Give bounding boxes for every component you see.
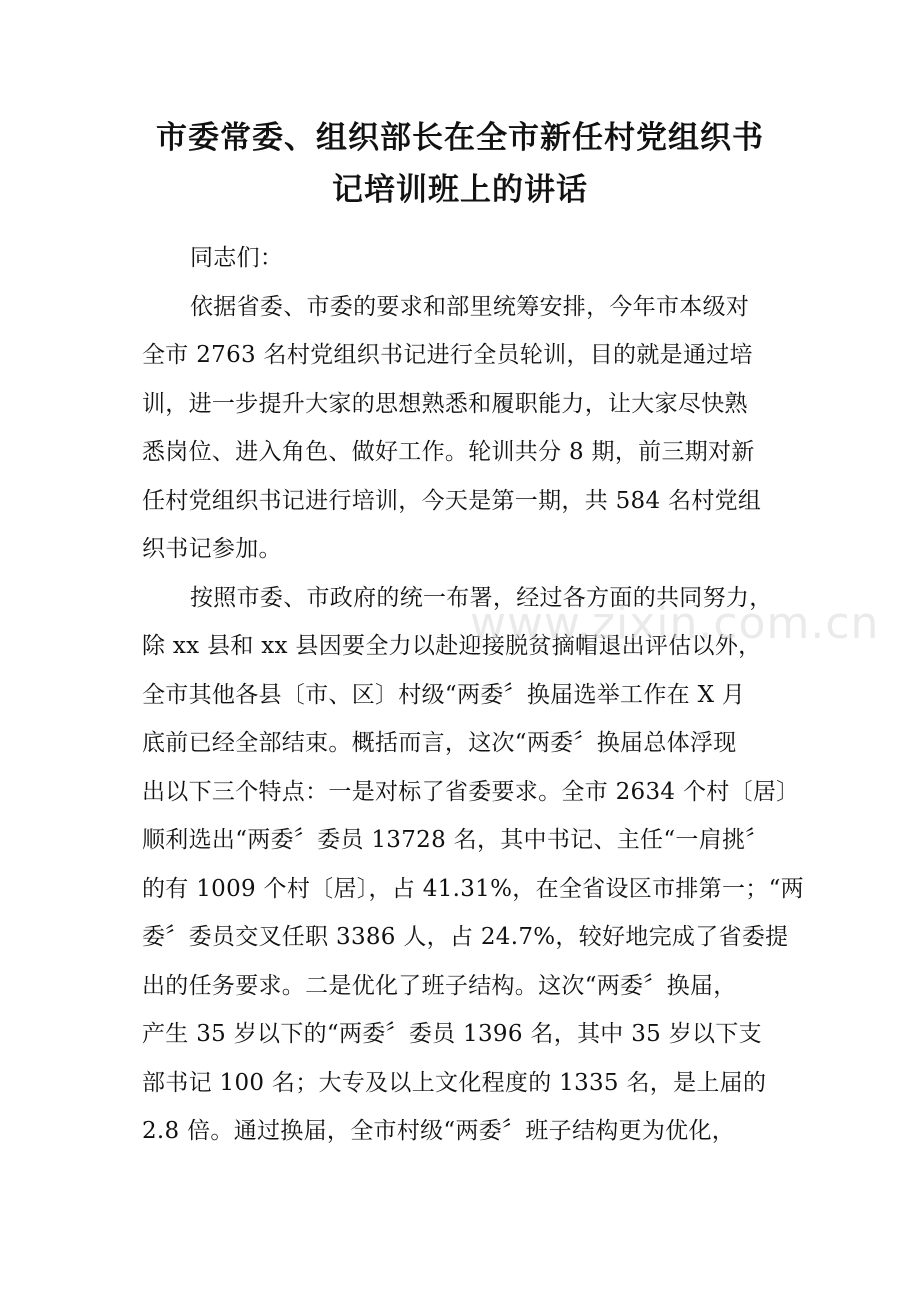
paragraph-2-line-12: 2.8 倍。通过换届，全市村级“两委〞班子结构更为优化， [142, 1118, 736, 1144]
paragraph-2-line-4: 底前已经全部结束。概括而言，这次“两委〞换届总体浮现 [142, 730, 737, 756]
paragraph-1-line-1: 依据省委、市委的要求和部里统筹安排，今年市本级对 [190, 293, 750, 320]
paragraph-1-line-5: 任村党组织书记进行培训，今天是第一期，共 584 名村党组 [142, 487, 762, 514]
paragraph-1-line-6: 织书记参加。 [142, 536, 282, 562]
title-line-1: 市委常委、组织部长在全市新任村党组织书 [156, 120, 764, 156]
document-title [120, 112, 800, 216]
paragraph-2-line-1: 按照市委、市政府的统一布署，经过各方面的共同努力， [190, 584, 773, 611]
paragraph-2-line-5: 出以下三个特点：一是对标了省委要求。全市 2634 个村〔居〕 [142, 778, 800, 805]
document-body [142, 234, 804, 1156]
paragraph-2-line-9: 出的任务要求。二是优化了班子结构。这次“两委〞换届， [142, 972, 737, 999]
paragraph-2-line-2: 除 xx 县和 xx 县因要全力以赴迎接脱贫摘帽退出评估以外， [142, 633, 762, 659]
paragraph-2-line-7: 的有 1009 个村〔居〕，占 41.31%，在全省设区市排第一；“两 [142, 875, 804, 902]
paragraph-1-line-2: 全市 2763 名村党组织书记进行全员轮训，目的就是通过培 [142, 342, 753, 368]
site-watermark: www.zixin.com.cn [470, 598, 880, 649]
paragraph-2-line-10: 产生 35 岁以下的“两委〞委员 1396 名，其中 35 岁以下支 [142, 1021, 762, 1047]
paragraph-1-line-3: 训，进一步提升大家的思想熟悉和履职能力，让大家尽快熟 [142, 390, 748, 417]
paragraph-2-line-6: 顺利选出“两委〞委员 13728 名，其中书记、主任“一肩挑〞 [142, 827, 769, 853]
title-line-2: 记培训班上的讲话 [332, 172, 588, 208]
paragraph-2-line-11: 部书记 100 名；大专及以上文化程度的 1335 名，是上届的 [142, 1069, 767, 1096]
paragraph-1-line-4: 悉岗位、进入角色、做好工作。轮训共分 8 期，前三期对新 [142, 439, 755, 465]
salutation: 同志们： [190, 245, 284, 271]
paragraph-2-line-3: 全市其他各县〔市、区〕村级“两委〞换届选举工作在 X 月 [142, 681, 746, 708]
paragraph-2-line-8: 委〞委员交叉任职 3386 人，占 24.7%，较好地完成了省委提 [142, 924, 789, 950]
